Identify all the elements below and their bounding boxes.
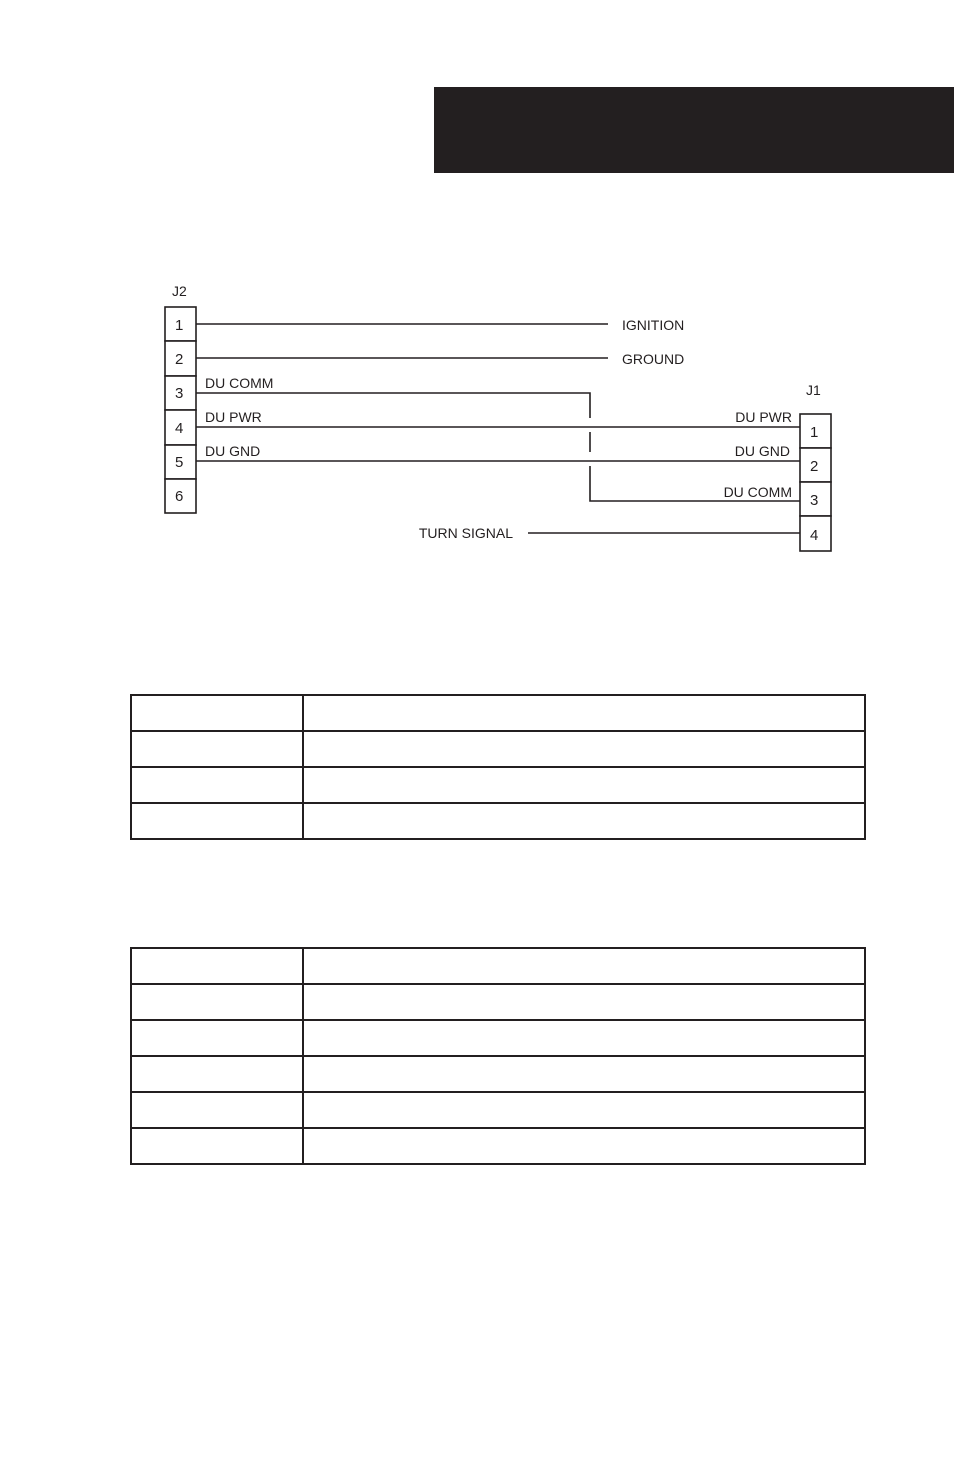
table-row (131, 948, 865, 984)
wires (196, 324, 800, 533)
j2-pin-3: 3 (175, 385, 184, 402)
table-row (131, 1092, 865, 1128)
label-turn-signal: TURN SIGNAL (418, 525, 513, 541)
table-cell (303, 1056, 865, 1092)
j2-pin-2: 2 (175, 351, 184, 368)
connector-j2 (165, 283, 196, 513)
table-cell (131, 948, 303, 984)
j2-pin-6: 6 (175, 488, 184, 505)
label-du-comm-j2: DU COMM (205, 375, 274, 391)
wiring-diagram (0, 0, 954, 620)
j1-label: J1 (806, 382, 821, 398)
table-cell (131, 731, 303, 767)
table-cell (303, 948, 865, 984)
j1-pin-2: 2 (810, 458, 819, 475)
label-ignition: IGNITION (622, 317, 685, 333)
table-row (131, 1020, 865, 1056)
table-cell (303, 731, 865, 767)
table-row (131, 731, 865, 767)
table-cell (303, 1128, 865, 1164)
table-cell (303, 1092, 865, 1128)
table-cell (131, 1056, 303, 1092)
label-ground: GROUND (622, 351, 685, 367)
table-cell (131, 1020, 303, 1056)
table-row (131, 695, 865, 731)
j1-pin-3: 3 (810, 492, 819, 509)
label-du-pwr-j2: DU PWR (205, 409, 262, 425)
table-row (131, 803, 865, 839)
j2-label: J2 (172, 283, 187, 299)
table-cell (303, 695, 865, 731)
table-cell (131, 984, 303, 1020)
label-du-comm-j1: DU COMM (723, 484, 792, 500)
j1-pin-1: 1 (810, 424, 819, 441)
table-2 (130, 947, 866, 1165)
j1-pin-4: 4 (810, 527, 819, 544)
table-cell (131, 695, 303, 731)
table-cell (131, 1128, 303, 1164)
table-row (131, 767, 865, 803)
table-cell (303, 984, 865, 1020)
wire-labels (205, 317, 792, 541)
j2-pin-4: 4 (175, 420, 184, 437)
table-cell (131, 767, 303, 803)
table-cell (131, 1092, 303, 1128)
table-row (131, 1056, 865, 1092)
table-cell (303, 1020, 865, 1056)
label-du-gnd-j2: DU GND (205, 443, 261, 459)
connector-j1 (800, 382, 831, 551)
table-1 (130, 694, 866, 840)
j2-pin-1: 1 (175, 317, 184, 334)
table-row (131, 984, 865, 1020)
label-du-pwr-j1: DU PWR (735, 409, 792, 425)
table-row (131, 1128, 865, 1164)
label-du-gnd-j1: DU GND (734, 443, 790, 459)
table-cell (303, 803, 865, 839)
table-cell (303, 767, 865, 803)
j2-pin-5: 5 (175, 454, 184, 471)
table-cell (131, 803, 303, 839)
